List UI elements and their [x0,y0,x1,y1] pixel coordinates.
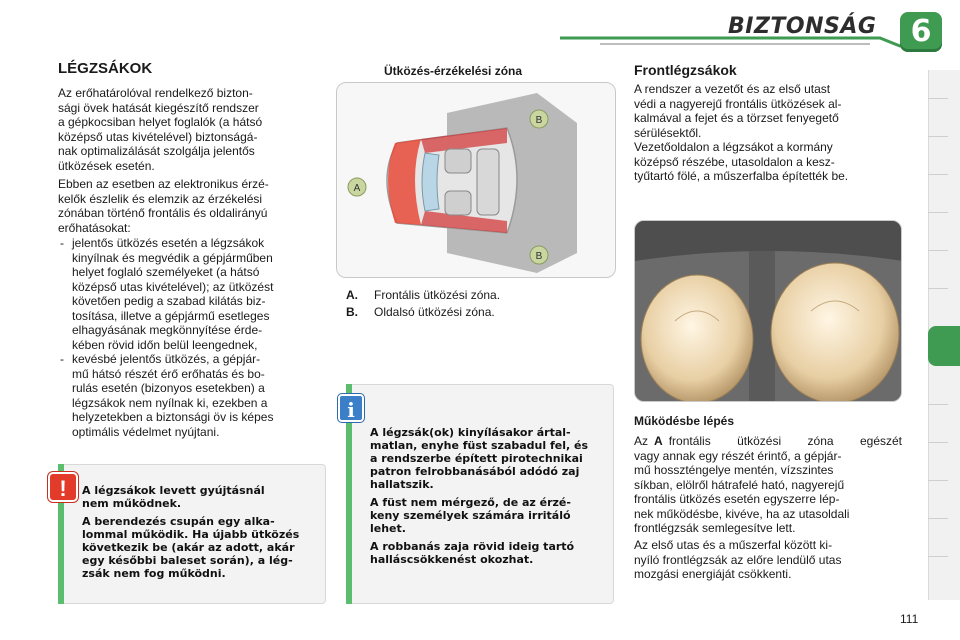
text-line: A robbanás zaja rövid ideig tartó [370,540,575,553]
tab-divider [928,250,948,251]
text-line: patron felrobbanásából adódó zaj [370,465,580,478]
deployed-airbags-illustration [634,220,902,402]
text-line: a gépkocsiban helyet foglalók (a hátsó [58,115,263,129]
text-line: középső utas kivételével); az ütközést [72,279,274,294]
bullet-dash: - [60,236,64,250]
text-line: halláscsökkenést okozhat. [370,553,534,566]
text-line: helyzetekben a biztonsági öv is képes [72,410,274,424]
airbags-heading: LÉGZSÁKOK [58,60,153,77]
text-line: középső utas kivételével) biztonságá- [58,129,258,144]
text-line: mű hosszténgelye mentén, vízszintes [634,463,834,477]
text-line: nek működésbe, kivéve, ha az utasoldali [634,506,850,521]
text-line: lehet. [370,522,406,535]
text-line: sérülésektől. [634,125,702,140]
front-airbags-paragraph [634,82,902,140]
text-span: frontális ütközési zóna egészét [668,434,902,448]
text-line: mozgási energiáját csökkenti. [634,567,792,581]
tab-divider [928,212,948,213]
text-line: ütközések esetén. [58,158,155,173]
chapter-tab-active[interactable] [928,326,960,366]
text-line: A légzsák(ok) kinyílásakor ártal- [370,426,571,439]
tab-divider [928,518,948,519]
text-line: frontlégzsák semlegesítve lett. [634,521,796,535]
legend-key-b: B. [346,305,358,319]
zone-b-marker: B [535,115,543,126]
detection-zone-title: Ütközés-érzékelési zóna [384,64,523,78]
activation-paragraph [634,434,902,536]
text-line: nyíló frontlégzsák az előre lendülő utas [634,552,842,567]
text-line: kelők észlelik és elemzik az érzékelési [58,191,263,206]
car-zone-illustration [336,82,616,278]
passenger-airbag-paragraph [634,538,902,582]
zone-key: A [654,434,663,448]
car-topview-svg [337,83,616,278]
tab-divider [928,556,948,557]
bullet-dash: - [60,352,64,366]
airbag-location-paragraph [634,140,902,184]
text-line: hallatszik. [370,478,434,491]
text-line: kalmával a fejet és a törzset fenyegető [634,111,839,125]
text-line: elhagyásának megkönnyítése érde- [72,323,263,337]
text-line: rulás esetén (bizonyos esetekben) a [72,381,265,395]
text-line: Az erőhatárolóval rendelkező bizton- [58,86,253,100]
text-line: optimális védelmet nyújtani. [72,424,220,439]
text-line: következik be (akár az adott, akár [82,541,295,554]
tab-divider [928,442,948,443]
text-line: vagy annak egy részét érintő, a gépjár- [634,448,842,463]
warning-text [82,484,318,580]
text-line: mű hátsó részét érő erőhatás és bo- [72,366,265,381]
zone-b-marker: B [535,251,543,262]
text-line: légzsákok nem nyílnak ki, ezekben a [72,395,268,410]
intro-paragraph [58,86,326,173]
front-airbags-heading: Frontlégzsákok [634,62,737,78]
sensor-paragraph [58,177,326,235]
text-line: A rendszer a vezetőt és az első utast [634,82,831,96]
tab-divider [928,174,948,175]
text-line: A füst nem mérgező, de az érzé- [370,496,571,509]
text-line: zónában történő frontális és oldalirányú [58,206,268,220]
text-line: Vezetőoldalon a légzsákot a kormány [634,140,833,154]
text-line: egy későbbi baleset során), a lég- [82,554,293,567]
legend-text-a: Frontális ütközési zóna. [374,288,501,302]
text-line: jelentős ütközés esetén a légzsákok [72,236,265,250]
text-line: sági övek hatását kiegészítő rendszer [58,100,259,115]
bullet-item [72,352,326,439]
zone-a-marker: A [353,183,361,194]
text-line: matlan, enyhe füst szabadul fel, és [370,439,589,452]
text-line: tyűtartó fölé, a műszerfalba építették be. [634,169,849,183]
text-line [634,434,902,449]
tab-divider [928,288,948,289]
text-line: Az első utas és a műszerfal között ki- [634,538,833,552]
section-title: BIZTONSÁG [728,14,877,39]
text-line: zsák nem fog működni. [82,567,226,580]
info-icon: i [338,394,364,422]
text-line: a rendszerbe épített pirotechnikai [370,452,583,465]
text-line: kinyílnak és megvédik a gépjárműben [72,250,273,265]
airbags-svg [635,221,902,402]
text-line: kevésbé jelentős ütközés, a gépjár- [72,352,261,366]
tab-divider [928,98,948,99]
bullet-item [72,236,326,352]
text-line: Ebben az esetben az elektronikus érzé- [58,177,269,191]
text-line: síkban, elölről hátrafelé ható, nagyerejű [634,477,845,492]
text-line: A légzsákok levett gyújtásnál [82,484,265,497]
text-line: helyet foglaló személyeket (a hátsó [72,265,260,279]
warning-icon: ! [48,472,78,502]
page-header [0,0,960,56]
info-text [370,426,608,566]
text-line: tosítása, illetve a gépjármű esetleges [72,308,270,323]
text-line: A berendezés csupán egy alka- [82,515,275,528]
text-line: erőhatásokat: [58,220,131,235]
page-number: 111 [900,612,919,626]
text-line: követően pedig a szabad kilátás biz- [72,294,266,308]
text-line: lommal működik. Ha újabb ütközés [82,528,300,541]
text-line: kében rövid időn belül leengednek, [72,337,258,352]
text-span: Az [634,434,649,448]
text-line: nak optimalizálását szolgálja jelentős [58,144,255,158]
tab-divider [928,480,948,481]
text-line: keny személyek számára irritáló [370,509,571,522]
text-line: középső részébe, utasoldalon a kesz- [634,154,835,169]
text-line: védi a nagyerejű frontális ütközések al- [634,96,842,111]
tab-divider [928,136,948,137]
text-line: nem működnek. [82,497,182,510]
legend-key-a: A. [346,288,358,302]
tab-divider [928,404,948,405]
chapter-number-badge: 6 [900,12,942,52]
activation-heading: Működésbe lépés [634,414,735,428]
legend-text-b: Oldalsó ütközési zóna. [374,305,495,319]
text-line: frontális ütközés esetén egyszerre lép- [634,492,840,506]
